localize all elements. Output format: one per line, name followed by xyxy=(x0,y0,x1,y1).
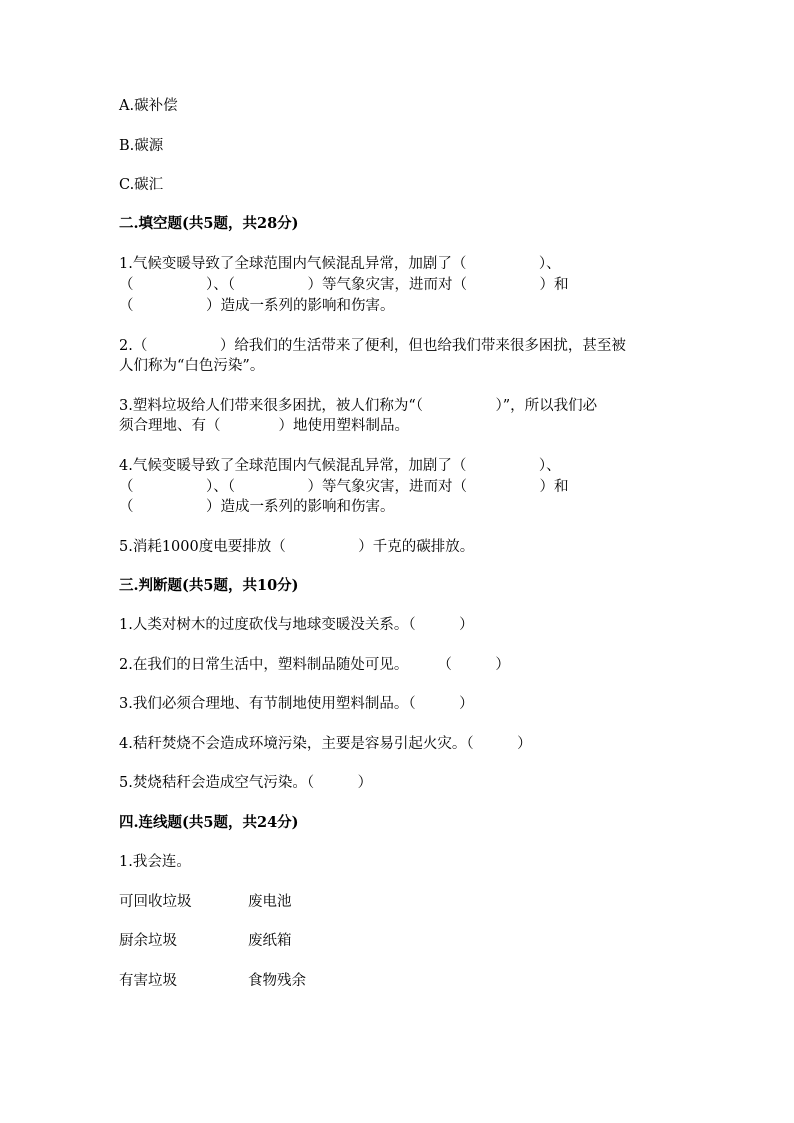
option-a: A.碳补偿 xyxy=(119,98,178,114)
s2-q2-line1: 2.（ ）给我们的生活带来了便利，但也给我们带来很多困扰，甚至被 xyxy=(119,338,626,354)
s2-q4-line1: 4.气候变暖导致了全球范围内气候混乱异常，加剧了（ ）、 xyxy=(119,458,561,474)
s3-q3: 3.我们必须合理地、有节制地使用塑料制品。（ ） xyxy=(119,696,474,712)
s2-q1-line3: （ ）造成一系列的影响和伤害。 xyxy=(119,298,395,314)
s2-q1-line2: （ ）、（ ）等气象灾害，进而对（ ）和 xyxy=(119,277,569,293)
option-c: C.碳汇 xyxy=(119,177,164,193)
s2-q4-line3: （ ）造成一系列的影响和伤害。 xyxy=(119,499,395,515)
s2-q5: 5.消耗1000度电要排放（ ）千克的碳排放。 xyxy=(119,539,475,555)
s2-q1-line1: 1.气候变暖导致了全球范围内气候混乱异常，加剧了（ ）、 xyxy=(119,256,561,272)
s4-q1: 1.我会连。 xyxy=(119,854,191,870)
s2-q3-line1: 3.塑料垃圾给人们带来很多困扰，被人们称为“（ ）”，所以我们必 xyxy=(119,398,598,414)
s3-q5: 5.焚烧秸秆会造成空气污染。（ ） xyxy=(119,775,373,791)
match-left-item: 可回收垃圾 xyxy=(119,894,192,910)
section2-heading: 二.填空题(共5题，共28分) xyxy=(119,215,299,232)
section3-heading: 三.判断题(共5题，共10分) xyxy=(119,577,299,594)
s2-q3-line2: 须合理地、有（ ）地使用塑料制品。 xyxy=(119,418,409,434)
s2-q2-line2: 人们称为“白色污染”。 xyxy=(119,358,265,374)
section4-heading: 四.连线题(共5题，共24分) xyxy=(119,814,299,831)
s2-q4-line2: （ ）、（ ）等气象灾害，进而对（ ）和 xyxy=(119,479,569,495)
option-b: B.碳源 xyxy=(119,138,164,154)
s3-q4: 4.秸秆焚烧不会造成环境污染，主要是容易引起火灾。（ ） xyxy=(119,736,532,752)
match-right-item: 废电池 xyxy=(248,894,292,910)
match-left-item: 厨余垃圾 xyxy=(119,933,177,949)
match-left-item: 有害垃圾 xyxy=(119,973,177,989)
match-right-item: 食物残余 xyxy=(248,973,306,989)
match-right-item: 废纸箱 xyxy=(248,933,292,949)
s3-q1: 1.人类对树木的过度砍伐与地球变暖没关系。（ ） xyxy=(119,617,474,633)
s3-q2: 2.在我们的日常生活中，塑料制品随处可见。 （ ） xyxy=(119,657,510,673)
